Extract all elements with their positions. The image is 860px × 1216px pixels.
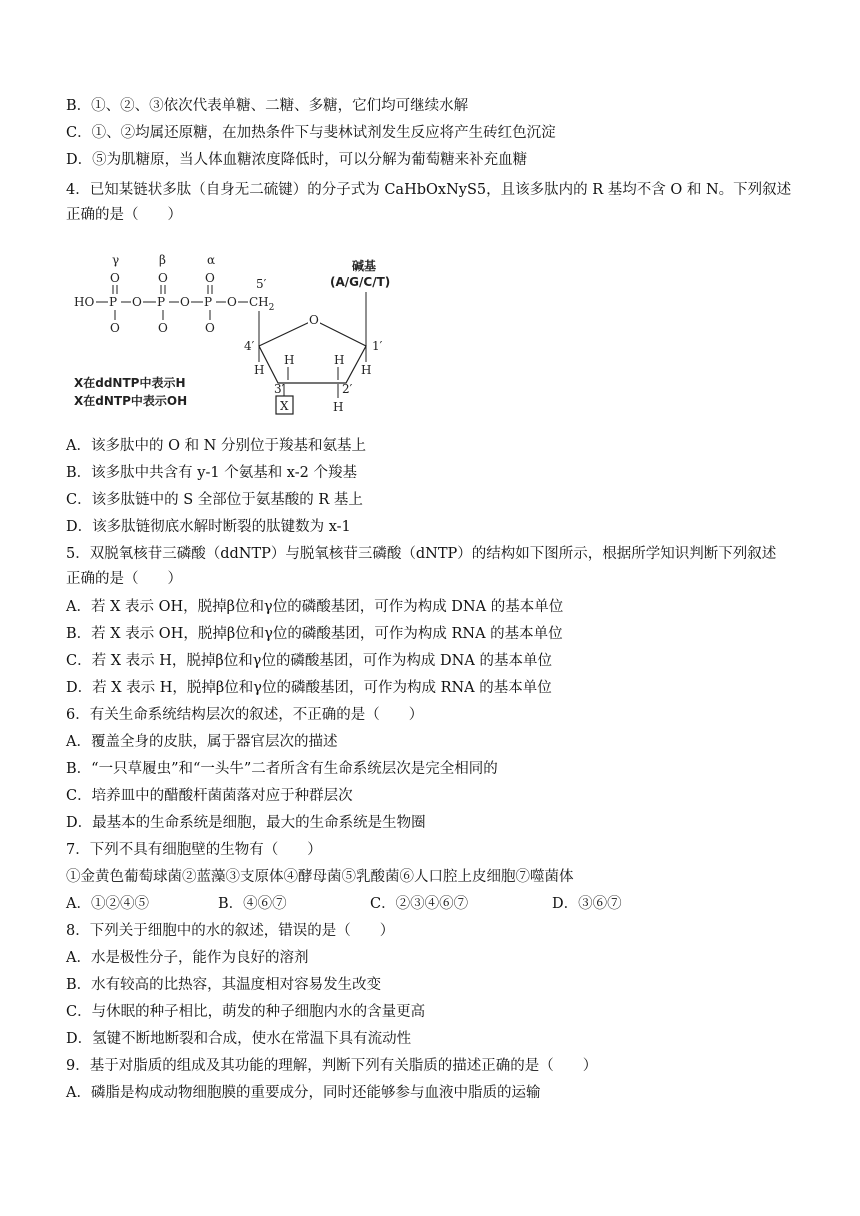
phosphorus-beta: P	[157, 295, 166, 309]
beta-bottom-oxygen: O	[158, 321, 168, 335]
q3-option-d: D．⑤为肌糖原，当人体血糖浓度降低时，可以分解为葡萄糖来补充血糖	[66, 152, 528, 168]
carbon-4-hydrogen: H	[254, 363, 265, 377]
q6-option-a: A．覆盖全身的皮肤，属于器官层次的描述	[66, 734, 338, 750]
q3-option-c: C．①、②均属还原糖，在加热条件下与斐林试剂发生反应将产生砖红色沉淀	[66, 125, 556, 141]
legend-ddntp: X在ddNTP中表示H	[74, 376, 186, 390]
q8-option-b: B．水有较高的比热容，其温度相对容易发生改变	[66, 977, 382, 993]
q7-option-d: D．③⑥⑦	[552, 896, 622, 912]
q4-option-a: A．该多肽中的 O 和 N 分别位于羧基和氨基上	[66, 438, 366, 454]
q5-option-b: B．若 X 表示 OH，脱掉β位和γ位的磷酸基团，可作为构成 RNA 的基本单位	[66, 626, 563, 642]
q6-stem: 6．有关生命系统结构层次的叙述，不正确的是（ ）	[66, 707, 424, 723]
phosphorus-alpha: P	[204, 295, 213, 309]
q7-organism-list: ①金黄色葡萄球菌②蓝藻③支原体④酵母菌⑤乳酸菌⑥人口腔上皮细胞⑦噬菌体	[66, 869, 574, 885]
q6-option-b: B．“一只草履虫”和“一头牛”二者所含有生命系统层次是完全相同的	[66, 761, 498, 777]
q8-stem: 8．下列关于细胞中的水的叙述，错误的是（ ）	[66, 923, 395, 939]
carbon-2-bottom-hydrogen: H	[333, 400, 344, 414]
q9-option-a: A．磷脂是构成动物细胞膜的重要成分，同时还能够参与血液中脂质的运输	[66, 1085, 541, 1101]
nucleotide-structure-figure	[66, 248, 406, 428]
bridge-oxygen-3: O	[227, 295, 237, 309]
q6-option-c: C．培养皿中的醋酸杆菌菌落对应于种群层次	[66, 788, 353, 804]
ring-oxygen: O	[309, 313, 319, 327]
ch2-text: CH	[249, 295, 269, 309]
nucleotide-structure-diagram	[66, 248, 406, 428]
q7-option-b: B．④⑥⑦	[218, 896, 287, 912]
q5-option-d: D．若 X 表示 H，脱掉β位和γ位的磷酸基团，可作为构成 RNA 的基本单位	[66, 680, 552, 696]
q4-option-b: B．该多肽中共含有 y-1 个氨基和 x-2 个羧基	[66, 465, 357, 481]
gamma-bottom-oxygen: O	[110, 321, 120, 335]
carbon-2-label: 2′	[342, 382, 353, 396]
alpha-top-oxygen: O	[205, 271, 215, 285]
beta-top-oxygen: O	[158, 271, 168, 285]
q7-option-a: A．①②④⑤	[66, 896, 149, 912]
carbon-3-label: 3′	[274, 382, 285, 396]
beta-label: β	[159, 253, 166, 267]
q4-option-c: C．该多肽链中的 S 全部位于氨基酸的 R 基上	[66, 492, 363, 508]
gamma-label: γ	[112, 253, 120, 267]
q7-option-c: C．②③④⑥⑦	[370, 896, 469, 912]
q5-option-a: A．若 X 表示 OH，脱掉β位和γ位的磷酸基团，可作为构成 DNA 的基本单位	[66, 599, 564, 615]
phosphorus-gamma: P	[109, 295, 118, 309]
q4-stem-line1: 4．已知某链状多肽（自身无二硫键）的分子式为 CaHbOxNyS5，且该多肽内的 R 基均不含 O 和 N。下列叙述	[66, 182, 792, 198]
q6-option-d: D．最基本的生命系统是细胞，最大的生命系统是生物圈	[66, 815, 426, 831]
q3-option-b: B．①、②、③依次代表单糖、二糖、多糖，它们均可继续水解	[66, 98, 469, 114]
q5-stem-line1: 5．双脱氧核苷三磷酸（ddNTP）与脱氧核苷三磷酸（dNTP）的结构如下图所示，根据所学知识判断下列叙述	[66, 546, 777, 562]
carbon-5-label: 5′	[256, 277, 267, 291]
carbon-1-label: 1′	[372, 339, 383, 353]
carbon-4-label: 4′	[244, 339, 255, 353]
q5-stem-line2: 正确的是（ ）	[66, 571, 182, 587]
x-substituent: X	[280, 399, 289, 413]
q4-stem-line2: 正确的是（ ）	[66, 207, 182, 223]
alpha-bottom-oxygen: O	[205, 321, 215, 335]
q8-option-c: C．与休眠的种子相比，萌发的种子细胞内水的含量更高	[66, 1004, 426, 1020]
bridge-oxygen-2: O	[180, 295, 190, 309]
base-types: (A/G/C/T)	[330, 275, 391, 289]
carbon-1-hydrogen: H	[361, 363, 372, 377]
ho-group: HO	[74, 295, 95, 309]
q7-stem: 7．下列不具有细胞壁的生物有（ ）	[66, 842, 322, 858]
q8-option-d: D．氢键不断地断裂和合成，使水在常温下具有流动性	[66, 1031, 412, 1047]
deoxyribose-ring	[259, 320, 366, 383]
q9-stem: 9．基于对脂质的组成及其功能的理解，判断下列有关脂质的描述正确的是（ ）	[66, 1058, 598, 1074]
base-label: 碱基	[352, 259, 377, 273]
alpha-label: α	[207, 253, 216, 267]
legend-dntp: X在dNTP中表示OH	[74, 394, 188, 408]
gamma-top-oxygen: O	[110, 271, 120, 285]
ch2-group	[249, 295, 274, 313]
carbon-2-top-hydrogen: H	[334, 353, 345, 367]
ch2-subscript: 2	[268, 303, 275, 313]
q7-options-row	[66, 894, 796, 914]
bridge-oxygen-1: O	[132, 295, 142, 309]
carbon-3-top-hydrogen: H	[284, 353, 295, 367]
q5-option-c: C．若 X 表示 H，脱掉β位和γ位的磷酸基团，可作为构成 DNA 的基本单位	[66, 653, 552, 669]
q4-option-d: D．该多肽链彻底水解时断裂的肽键数为 x-1	[66, 519, 351, 535]
q8-option-a: A．水是极性分子，能作为良好的溶剂	[66, 950, 309, 966]
